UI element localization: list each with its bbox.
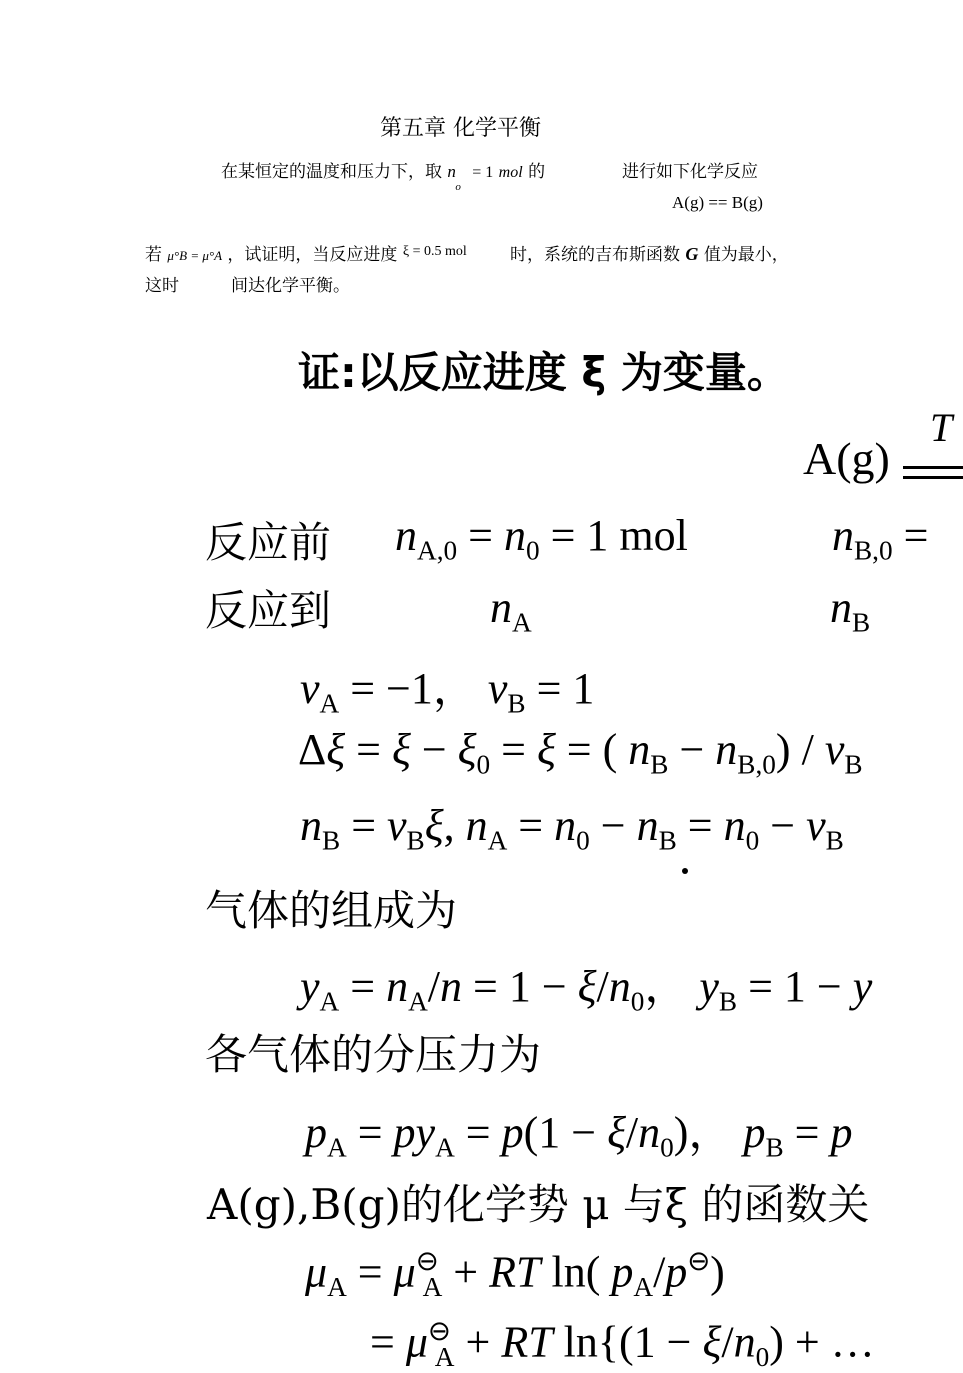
problem-line-3b: 间达化学平衡。 (231, 276, 350, 296)
equals-one: = 1 (472, 164, 494, 181)
partial-pressure-label: 各气体的分压力为 (205, 1030, 542, 1079)
reaction-arrow-top (903, 466, 963, 469)
problem-line-2 (145, 240, 467, 265)
before-label: 反应前 (205, 518, 332, 567)
problem-line-2c (510, 240, 789, 265)
G-symbol: G (685, 244, 699, 264)
xi-condition: ξ = 0.5 mol (402, 244, 467, 259)
problem-text-2d: 值为最小， (703, 245, 789, 265)
reaction-T: T (930, 405, 953, 450)
before-right: $n_{B,0}$ = (832, 511, 929, 566)
problem-text-2a: 若 (145, 245, 162, 265)
problem-text-2c: 时，系统的吉布斯函数 (510, 245, 680, 265)
mu-condition: μ°B = μ°A (167, 248, 223, 263)
n-subscript: o (455, 181, 461, 193)
gas-composition-label: 气体的组成为 (205, 886, 458, 935)
y-line: $y_A = n_A/n = 1 - \xi/n_0$， $y_B = 1 - y$ (300, 962, 873, 1017)
reaction-arrow-bottom (903, 476, 963, 479)
chem-potential-label: A(g),B(g)的化学势 μ 与ξ 的函数关 (207, 1180, 870, 1229)
problem-line-1 (221, 157, 546, 193)
problem-line-3a: 这时 (145, 276, 179, 296)
problem-text-1c: 的 (528, 162, 546, 182)
stray-dot (682, 868, 688, 874)
reaction-equation: A(g) (803, 433, 890, 484)
mu-line: $\mu_A = \mu^⊖_A$ + RT ln( $p_A/p^⊖$) (305, 1246, 725, 1302)
n-symbol: n (447, 162, 456, 181)
during-nA: $n_A$ (490, 583, 532, 638)
problem-line-1d: 进行如下化学反应 (622, 162, 758, 182)
nu-line: $\nu_A = -1$， $\nu_B = 1$ (300, 664, 595, 719)
nb-line: $n_B = \nu_B\xi$, $n_A = n_0 - n_B = n_0 - \nu_B$ (300, 801, 844, 856)
during-nB: $n_B$ (830, 583, 871, 638)
during-label: 反应到 (205, 586, 332, 635)
dxi-line: $\Delta\xi = \xi - \xi_0 = \xi$ = ( $n_B - n_{B,0}) / \nu_B$ (298, 725, 863, 780)
mu-line-2: = $\mu^⊖_A$ + RT $\ln\{(1 - \xi/n_0)$ + … (370, 1316, 875, 1372)
chapter-title: 第五章 化学平衡 (380, 116, 541, 141)
problem-text-2b: ，试证明，当反应进度 (227, 245, 398, 265)
mol-unit: mol (498, 164, 523, 181)
problem-text-1a: 在某恒定的温度和压力下，取 (221, 162, 442, 182)
proof-heading: 证:以反应进度 ξ 为变量。 (298, 348, 789, 397)
p-line: $p_A = py_A = p(1 - \xi/n_0)$， $p_B = p$ (305, 1108, 853, 1163)
before-equation: $n_{A,0} = n_0 = 1$ mol (395, 511, 688, 566)
reaction-small: A(g) == B(g) (672, 193, 763, 212)
